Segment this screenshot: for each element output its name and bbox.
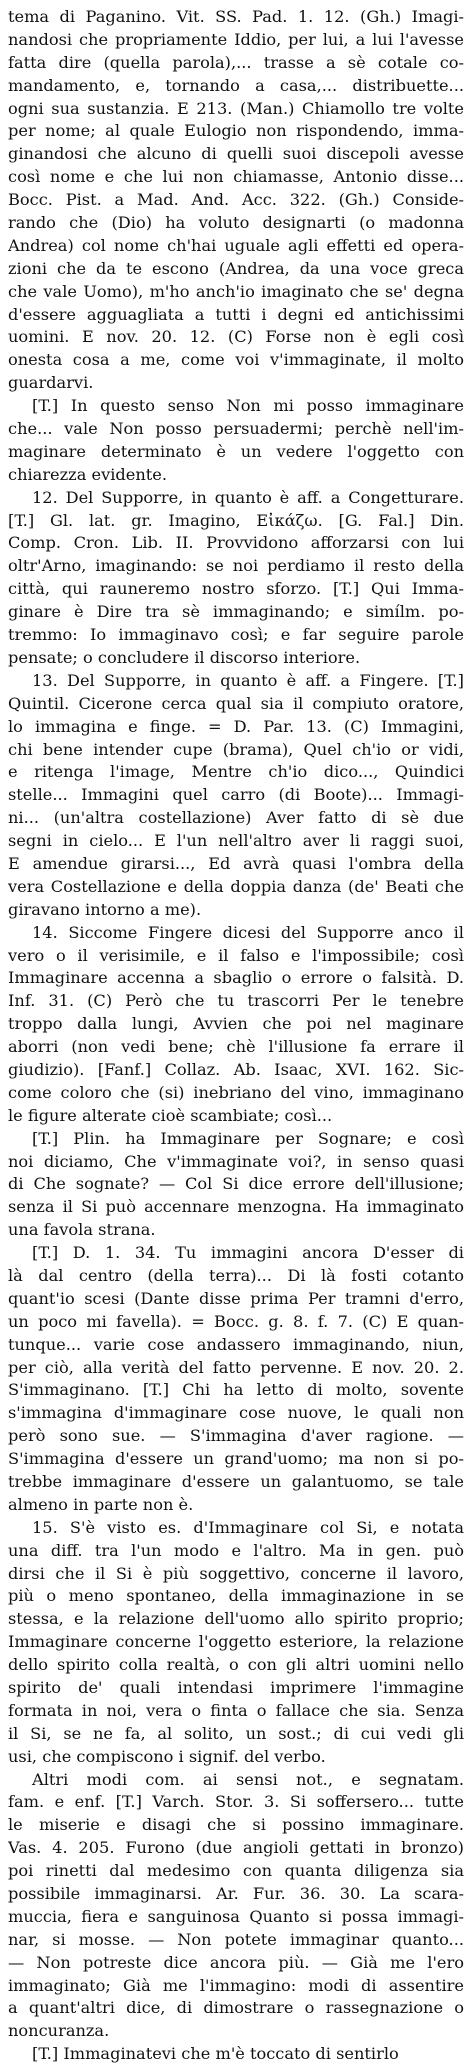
text-line: dello spirito colla realtà, o con gli altri uomini nello	[8, 1655, 464, 1675]
text-line: possibile immaginarsi. Ar. Fur. 36. 30. La scara-	[8, 1884, 464, 1904]
text-line: però sono sue. — S'immagina d'aver ragione. —	[8, 1426, 464, 1446]
text-line: guardarvi.	[8, 373, 94, 393]
text-line: nandosi che propriamente Iddio, per lui, a lui l'avesse	[8, 29, 464, 49]
text-line: trebbe immaginare d'essere un galantuomo, se tale	[8, 1472, 464, 1491]
text-line: troppo dalla lungi, Avvien che poi nel maginare	[8, 1014, 464, 1034]
text-line: il Si, se ne fa, al solito, un sost.; di cui vedi gli	[8, 1723, 464, 1743]
text-line: stessa, e la relazione dell'uomo allo spirito proprio;	[8, 1609, 464, 1629]
text-line: le miserie e disagi che si possino immaginare.	[8, 1815, 464, 1835]
text-line: che... vale Non posso persuadermi; perchè nell'im-	[8, 419, 464, 439]
text-line: ni... (un'altra costellazione) Aver fatto di sè due	[8, 808, 464, 828]
text-line: a quant'altri dice, di dimostrare o rassegnazione o	[8, 1998, 464, 2018]
text-line: e ritenga l'image, Mentre ch'io dico..., Quindici	[8, 762, 464, 782]
text-line: per nome; al quale Eulogio non rispondendo, imma-	[8, 121, 464, 141]
text-line: maginare determinato è un vedere l'oggetto con	[8, 441, 464, 461]
text-line: zioni che da te escono (Andrea, da una voce greca	[8, 258, 464, 278]
text-line: E amendue girarsi..., Ed avrà quasi l'ombra della	[8, 853, 464, 873]
text-line: 14. Siccome Fingere dicesi del Supporre anco il	[32, 922, 464, 942]
text-line: immaginato; Già me l'immagino: modi di assentire	[8, 1975, 464, 1995]
text-line: 12. Del Supporre, in quanto è aff. a Congetturare.	[32, 487, 464, 507]
text-line: ogni sua sustanzia. E 213. (Man.) Chiamollo tre volte	[8, 98, 464, 118]
text-line: come coloro che (si) inebriano del vino, immaginano	[8, 1082, 464, 1102]
text-line: Comp. Cron. Lib. II. Provvidono afforzarsi con lui	[8, 533, 464, 553]
text-line: d'essere agguagliata a tutti i degni ed antichissimi	[8, 304, 464, 324]
text-line: segni in cielo... E l'un nell'altro aver li raggi suoi,	[8, 831, 464, 851]
text-line: usi, che compiscono i signif. del verbo.	[8, 1746, 326, 1766]
text-line: Inf. 31. (C) Però che tu trascorri Per le tenebre	[8, 991, 464, 1011]
text-line: le figure alterate cioè scambiate; così...	[8, 1105, 333, 1125]
text-line: mandamento, e, tornando a casa,... distribuette...	[8, 75, 464, 95]
text-line: là dal centro (della terra)... Di là fosti cotanto	[8, 1265, 464, 1285]
text-line: per ciò, alla verità del fatto pervenne. E nov. 20. 2.	[8, 1357, 464, 1377]
text-line: muccia, fiera e sanguinosa Quanto si possa immagi-	[8, 1906, 464, 1926]
text-line: che vale Uomo), m'ho anch'io imaginato che se' degna	[8, 281, 464, 301]
text-line: [T.] Immaginatevi che m'è toccato di sentirlo	[32, 2044, 399, 2064]
text-line: S'immagina d'essere un grand'uomo; ma non si po-	[8, 1449, 464, 1469]
text-line: di Che sognate? — Col Si dice errore dell'illusione;	[8, 1174, 464, 1194]
text-line: nar, si mosse. — Non potete immaginar quanto...	[8, 1929, 464, 1949]
text-line: tremmo: Io immaginavo così; e far seguire parole	[8, 625, 464, 645]
text-line: 13. Del Supporre, in quanto è aff. a Fingere. [T.]	[32, 670, 464, 690]
text-line: una favola strana.	[8, 1220, 156, 1240]
text-line: Bocc. Pist. a Mad. And. Acc. 322. (Gh.) Conside-	[8, 190, 464, 210]
text-line: città, qui rauneremo nostro sforzo. [T.] Qui Imma-	[8, 579, 464, 599]
text-line: più o meno spontaneo, della immaginazione in se	[8, 1586, 464, 1606]
text-line: fatta dire (quella parola),... trasse a sè cotale co-	[8, 52, 464, 72]
text-line: lo immagina e finge. = D. Par. 13. (C) Immagini,	[8, 716, 464, 736]
text-line: almeno in parte non è.	[8, 1494, 194, 1514]
text-line: formata in noi, vera o finta o fallace che sia. Senza	[8, 1700, 464, 1720]
text-line: tunque... varie cose andassero immaginando, niun,	[8, 1334, 464, 1354]
text-line: quant'io scesi (Dante disse prima Per tramni d'erro,	[8, 1288, 464, 1308]
text-line: senza il Si può accennare menzogna. Ha immaginato	[8, 1197, 464, 1217]
text-line: dirsi che il Si è più soggettivo, concerne il lavoro,	[8, 1563, 464, 1583]
text-line: — Non potreste dice ancora più. — Già me l'ero	[8, 1952, 464, 1972]
text-line: oltr'Arno, imaginando: se noi perdiamo il resto della	[8, 556, 464, 576]
text-line: giravano intorno a me).	[8, 899, 202, 919]
text-line: onesta cosa a me, come voi v'immaginate, il molto	[8, 350, 464, 370]
text-line: vero o il verisimile, e il falso e l'impossibile; così	[8, 945, 464, 965]
text-line: Andrea) col nome ch'hai uguale agli effetti ed opera-	[8, 235, 464, 255]
text-line: un poco mi favella). = Bocc. g. 8. f. 7. (C) E quan-	[8, 1311, 464, 1331]
text-line: Vas. 4. 205. Furono (due angioli gettati in bronzo)	[8, 1838, 464, 1858]
text-line: poi rinetti dal medesimo con quanta diligenza sia	[8, 1861, 464, 1881]
text-line: chi bene intender cupe (brama), Quel ch'io or vidi,	[8, 739, 464, 759]
text-line: 15. S'è visto es. d'Immaginare col Si, e notata	[32, 1517, 464, 1537]
text-line: Altri modi com. ai sensi not., e segnatam.	[32, 1769, 464, 1789]
text-line: chiarezza evidente.	[8, 464, 167, 484]
text-line: rando che (Dio) ha voluto designarti (o madonna	[8, 213, 464, 233]
text-line: ginandosi che alcuno di quelli suoi discepoli avesse	[8, 144, 464, 164]
text-line: [T.] Plin. ha Immaginare per Sognare; e così	[32, 1128, 464, 1148]
text-line: [T.] In questo senso Non mi posso immaginare	[32, 396, 464, 416]
text-line: fam. e enf. [T.] Varch. Stor. 3. Si soffersero... tutte	[8, 1792, 464, 1812]
text-line: spirito de' quali intendasi imprimere l'immagine	[8, 1678, 464, 1698]
text-line: giudizio). [Fanf.] Collaz. Ab. Isaac, XVI. 162. Sic-	[8, 1059, 464, 1079]
text-line: noncuranza.	[8, 2021, 110, 2041]
text-line: Immaginare accenna a sbaglio o errore o falsità. D.	[8, 968, 464, 988]
text-line: ginare è Dire tra sè immaginando; e simílm. po-	[8, 602, 464, 622]
text-line: stelle... Immagini quel carro (di Boote)... Immagi-	[8, 785, 464, 805]
text-line: [T.] D. 1. 34. Tu immagini ancora D'esser di	[32, 1243, 464, 1263]
text-line: pensate; o concludere il discorso interiore.	[8, 647, 361, 667]
text-line: una diff. tra l'un modo e l'altro. Ma in gen. può	[8, 1540, 464, 1560]
text-line: s'immagina d'immaginare cose nuove, le quali non	[8, 1403, 464, 1423]
text-line: tema di Paganino. Vit. SS. Pad. 1. 12. (Gh.) Imagi-	[8, 7, 464, 26]
text-line: aborri (non vedi bene; chè l'illusione fa errare il	[8, 1037, 464, 1057]
text-line: Quintil. Cicerone cerca qual sia il compiuto oratore,	[8, 693, 464, 713]
text-line: Immaginare concerne l'oggetto esteriore, la relazione	[8, 1632, 464, 1652]
text-line: S'immaginano. [T.] Chi ha letto di molto, sovente	[8, 1380, 464, 1400]
text-line: noi diciamo, Che v'immaginate voi?, in senso quasi	[8, 1151, 464, 1171]
text-line: vera Costellazione e della doppia danza (de' Beati che	[8, 876, 464, 896]
text-line: uomini. E nov. 20. 12. (C) Forse non è egli così	[8, 327, 464, 347]
text-line: così nome e che lui non chiamasse, Antonio disse...	[8, 167, 464, 187]
text-line: [T.] Gl. lat. gr. Imagino, Εἰκάζω. [G. Fal.] Din.	[8, 510, 464, 530]
